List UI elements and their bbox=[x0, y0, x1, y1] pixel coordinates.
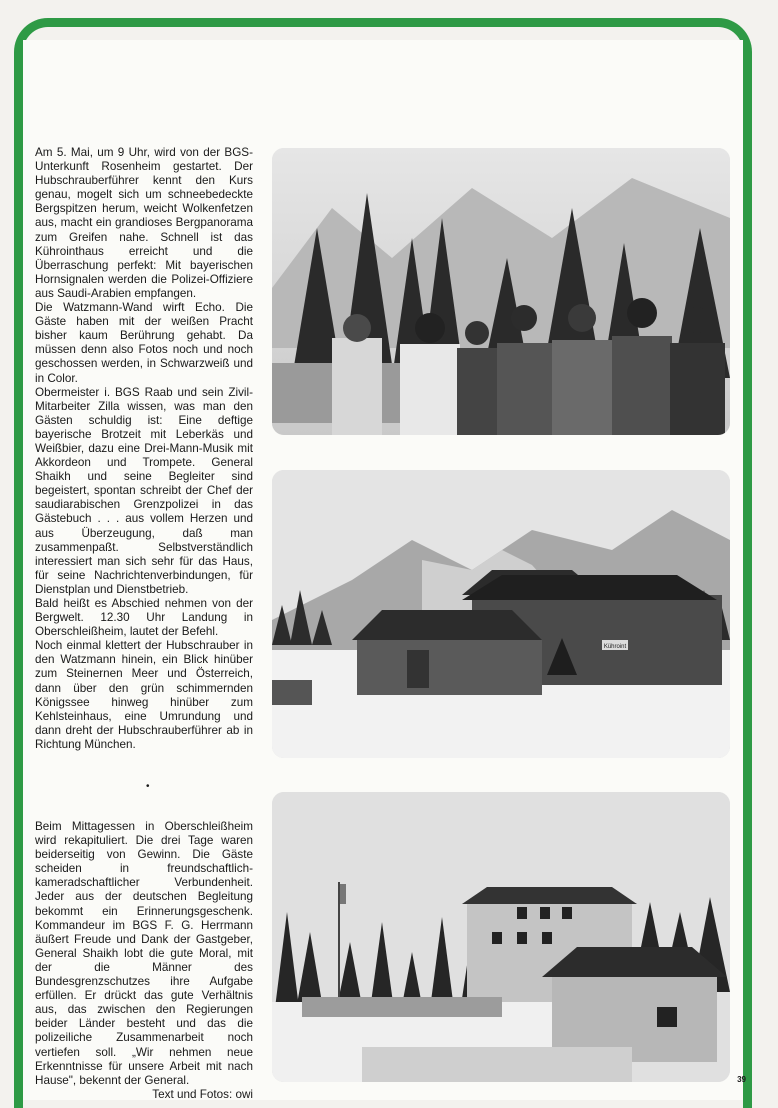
paragraph-rueckflug: Noch einmal klettert der Hubschrauber in den Watzmann hinein, ein Blick hinüber zum Steinernen Meer und Österreich, dann über den grün schimmernden Königssee hinweg hinüber zum Kehlsteinhaus, eine Umrundung und dann dreht der Hubschrauberführer ab in Richtung München. bbox=[35, 639, 253, 751]
paragraph-abschied: Bald heißt es Abschied nehmen von der Bergwelt. 12.30 Uhr Landung in Oberschleißheim, lautet der Befehl. bbox=[35, 597, 253, 639]
paragraph-mittagessen: Beim Mittagessen in Oberschleißheim wird rekapituliert. Die drei Tage waren beiderseitig von Gewinn. Die Gäste scheiden in freundschaftlich-kameradschaftlicher Verbundenheit. Jeder aus der deutschen Begleitung bekommt ein Erinnerungsgeschenk. Kommandeur im BGS F. G. Herrmann äußert Freude und Dank der Gastgeber, General Shaikh lobt die gute Moral, mit der die Männer des Bundesgrenzschutzes ihre Aufgabe erfüllen. Er drückt das gute Verhältnis aus, das zwischen den Regierungen beider Länder besteht und das die polizeiliche Zusammenarbeit noch vertiefen soll. „Wir nehmen neue Erkenntnisse für unsere Arbeit mit nach Hause", bekennt der General. bbox=[35, 820, 253, 1087]
paragraph-arrival: Am 5. Mai, um 9 Uhr, wird von der BGS-Unterkunft Rosenheim gestartet. Der Hubschrauberführer kennt den Kurs genau, mogelt sich um schneebedeckte Bergspitzen herum, weicht Wolkenfetzen aus, macht ein grandioses Bergpanorama zum Greifen nahe. Schnell ist das Kührointhaus erreicht und die Überraschung perfekt: Mit bayerischen Hornsignalen werden die Polizei-Offiziere aus Saudi-Arabien empfangen. bbox=[35, 146, 253, 300]
article-column-2 bbox=[35, 820, 253, 1102]
paragraph-brotzeit: Obermeister i. BGS Raab und sein Zivil-Mitarbeiter Zilla wissen, was man den Gästen schuldig ist: Eine deftige bayerische Brotzeit mit Leberkäs und Weißbier, dazu eine Drei-Mann-Musik mit Akkordeon und Trompete. General Shaikh und seine Begleiter sind begeistert, spontan schreibt der Chef der saudiarabischen Grenzpolizei in das Gästebuch . . . aus vollem Herzen und aus Überzeugung, daß man zusammenpaßt. Selbstverständlich interessiert man sich sehr für das Haus, für seine Nachrichtenverbindungen, für Dienstplan und Dienstbetrieb. bbox=[35, 385, 253, 596]
photo-credit: Text und Fotos: owi bbox=[152, 1087, 253, 1101]
photo-kuehroint-house bbox=[272, 792, 730, 1082]
hut-sign-text: Kühroint bbox=[603, 644, 627, 650]
bullet-mark: • bbox=[146, 781, 150, 792]
page-number: 39 bbox=[737, 1075, 746, 1084]
article-column-1 bbox=[35, 146, 253, 752]
photo-group-officers bbox=[272, 148, 730, 435]
paragraph-watzmann: Die Watzmann-Wand wirft Echo. Die Gäste haben mit der weißen Pracht bisher kaum Berührung gehabt. Da müssen denn also Fotos noch und noch geschossen werden, in Schwarzweiß und in Color. bbox=[35, 301, 253, 385]
photo-mountain-hut bbox=[272, 470, 730, 758]
